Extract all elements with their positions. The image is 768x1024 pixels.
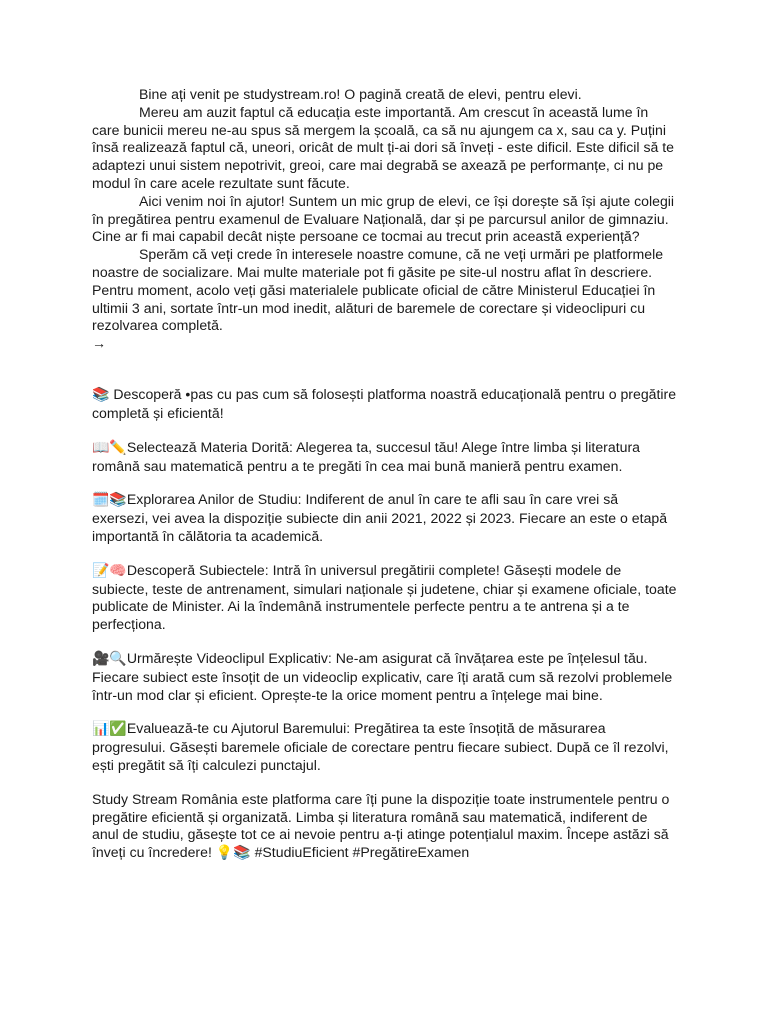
intro-paragraph-1: Bine ați venit pe studystream.ro! O pagină creată de elevi, pentru elevi. bbox=[139, 86, 582, 102]
section-discover bbox=[92, 386, 677, 423]
books-icon: 📚 bbox=[92, 387, 110, 404]
bulb-books-icon: 💡📚 bbox=[215, 845, 251, 862]
document-page bbox=[92, 86, 677, 863]
arrow-glyph: → bbox=[92, 335, 107, 352]
section-evaluate bbox=[92, 720, 677, 774]
closing-paragraph bbox=[92, 791, 677, 863]
section-text: Selectează Materia Dorită: Alegerea ta, succesul tău! Alege între limba și literatura română sau matematică pentru a te pregăti în cea mai bună manieră pentru examen. bbox=[92, 438, 640, 474]
closing-text: Study Stream România este platforma care îți pune la dispoziție toate instrumentele pentru o pregătire eficientă și organizată. Limba și literatura română sau matematică, indiferent de anul de studiu, găsește tot ce ai nevoie pentru a-ți atinge potențialul maxim. Începe astăzi să înveți cu încredere! bbox=[92, 790, 670, 861]
section-select-subject bbox=[92, 439, 677, 476]
book-pencil-icon: 📖✏️ bbox=[92, 439, 127, 456]
section-video bbox=[92, 650, 677, 704]
section-study-years bbox=[92, 491, 677, 545]
intro-paragraph-4: Sperăm că veți crede în interesele noastre comune, că ne veți urmări pe platformele noastre de socializare. Mai multe materiale pot fi găsite pe site-ul nostru aflat în descriere. Pentru moment, acolo veți găsi materialele publicate oficial de către Ministerul Educației în ultimii 3 ani, sortate într-un mod inedit, alături de baremele de corectare și videoclipuri cu rezolvarea completă. bbox=[92, 246, 664, 334]
section-text: Evaluează-te cu Ajutorul Baremului: Pregătirea ta este însoțită de măsurarea progresului. Găsești baremele oficiale de corectare pentru fiecare subiect. După ce îl rezolvi, ești pregătit să îți calculezi punctajul. bbox=[92, 720, 669, 773]
camera-magnifier-icon: 🎥🔍 bbox=[92, 650, 127, 667]
section-discover-subjects bbox=[92, 562, 677, 634]
intro-paragraph-3: Aici venim noi în ajutor! Suntem un mic grup de elevi, ce își dorește să își ajute colegii în pregătirea pentru examenul de Evaluare Națională, dar și pe parcursul anilor de gimnaziu. Cine ar fi mai capabil decât niște persoane ce tocmai au trecut prin această experiență? bbox=[92, 192, 675, 245]
hashtags: #StudiuEficient #PregătireExamen bbox=[250, 844, 470, 861]
intro-paragraph-2: Mereu am auzit faptul că educația este importantă. Am crescut în această lume în care bunicii mereu ne-au spus să mergem la școală, ca să nu ajungem ca x, sau ca y. Puțini însă realizează faptul că, uneori, oricât de mult ți-ai dori să înveți - este dificil. Este dificil să te adaptezi unui sistem nepotrivit, greoi, care mai degrabă se axează pe performanțe, ci nu pe modul în care acele rezultate sunt făcute. bbox=[92, 103, 675, 191]
section-text: Descoperă •pas cu pas cum să folosești platforma noastră educațională pentru o pregătire completă și eficientă! bbox=[92, 386, 677, 421]
section-text: Urmărește Videoclipul Explicativ: Ne-am asigurat că învățarea este pe înțelesul tău. Fiecare subiect este însoțit de un videoclip explicativ, care îți arată cum să rezolvi problemele într-un mod clar și eficient. Oprește-te la orice moment pentru a înțelege mai bine. bbox=[92, 649, 673, 703]
calendar-books-icon: 🗓️📚 bbox=[92, 492, 127, 509]
section-text: Explorarea Anilor de Studiu: Indiferent de anul în care te afli sau în care vrei să exersezi, vei avea la dispoziție subiecte din anii 2021, 2022 și 2023. Fiecare an este o etapă importantă în călătoria ta academică. bbox=[92, 491, 668, 544]
chart-check-icon: 📊✅ bbox=[92, 721, 127, 738]
memo-brain-icon: 📝🧠 bbox=[92, 562, 127, 579]
section-text: Descoperă Subiectele: Intră în universul pregătirii complete! Găsești modele de subiecte, teste de antrenament, simulari naționale și judetene, chiar și examene oficiale, toate publicate de Minister. Ai la îndemână instrumentele perfecte pentru a te antrena și a te perfecționa. bbox=[92, 561, 677, 633]
